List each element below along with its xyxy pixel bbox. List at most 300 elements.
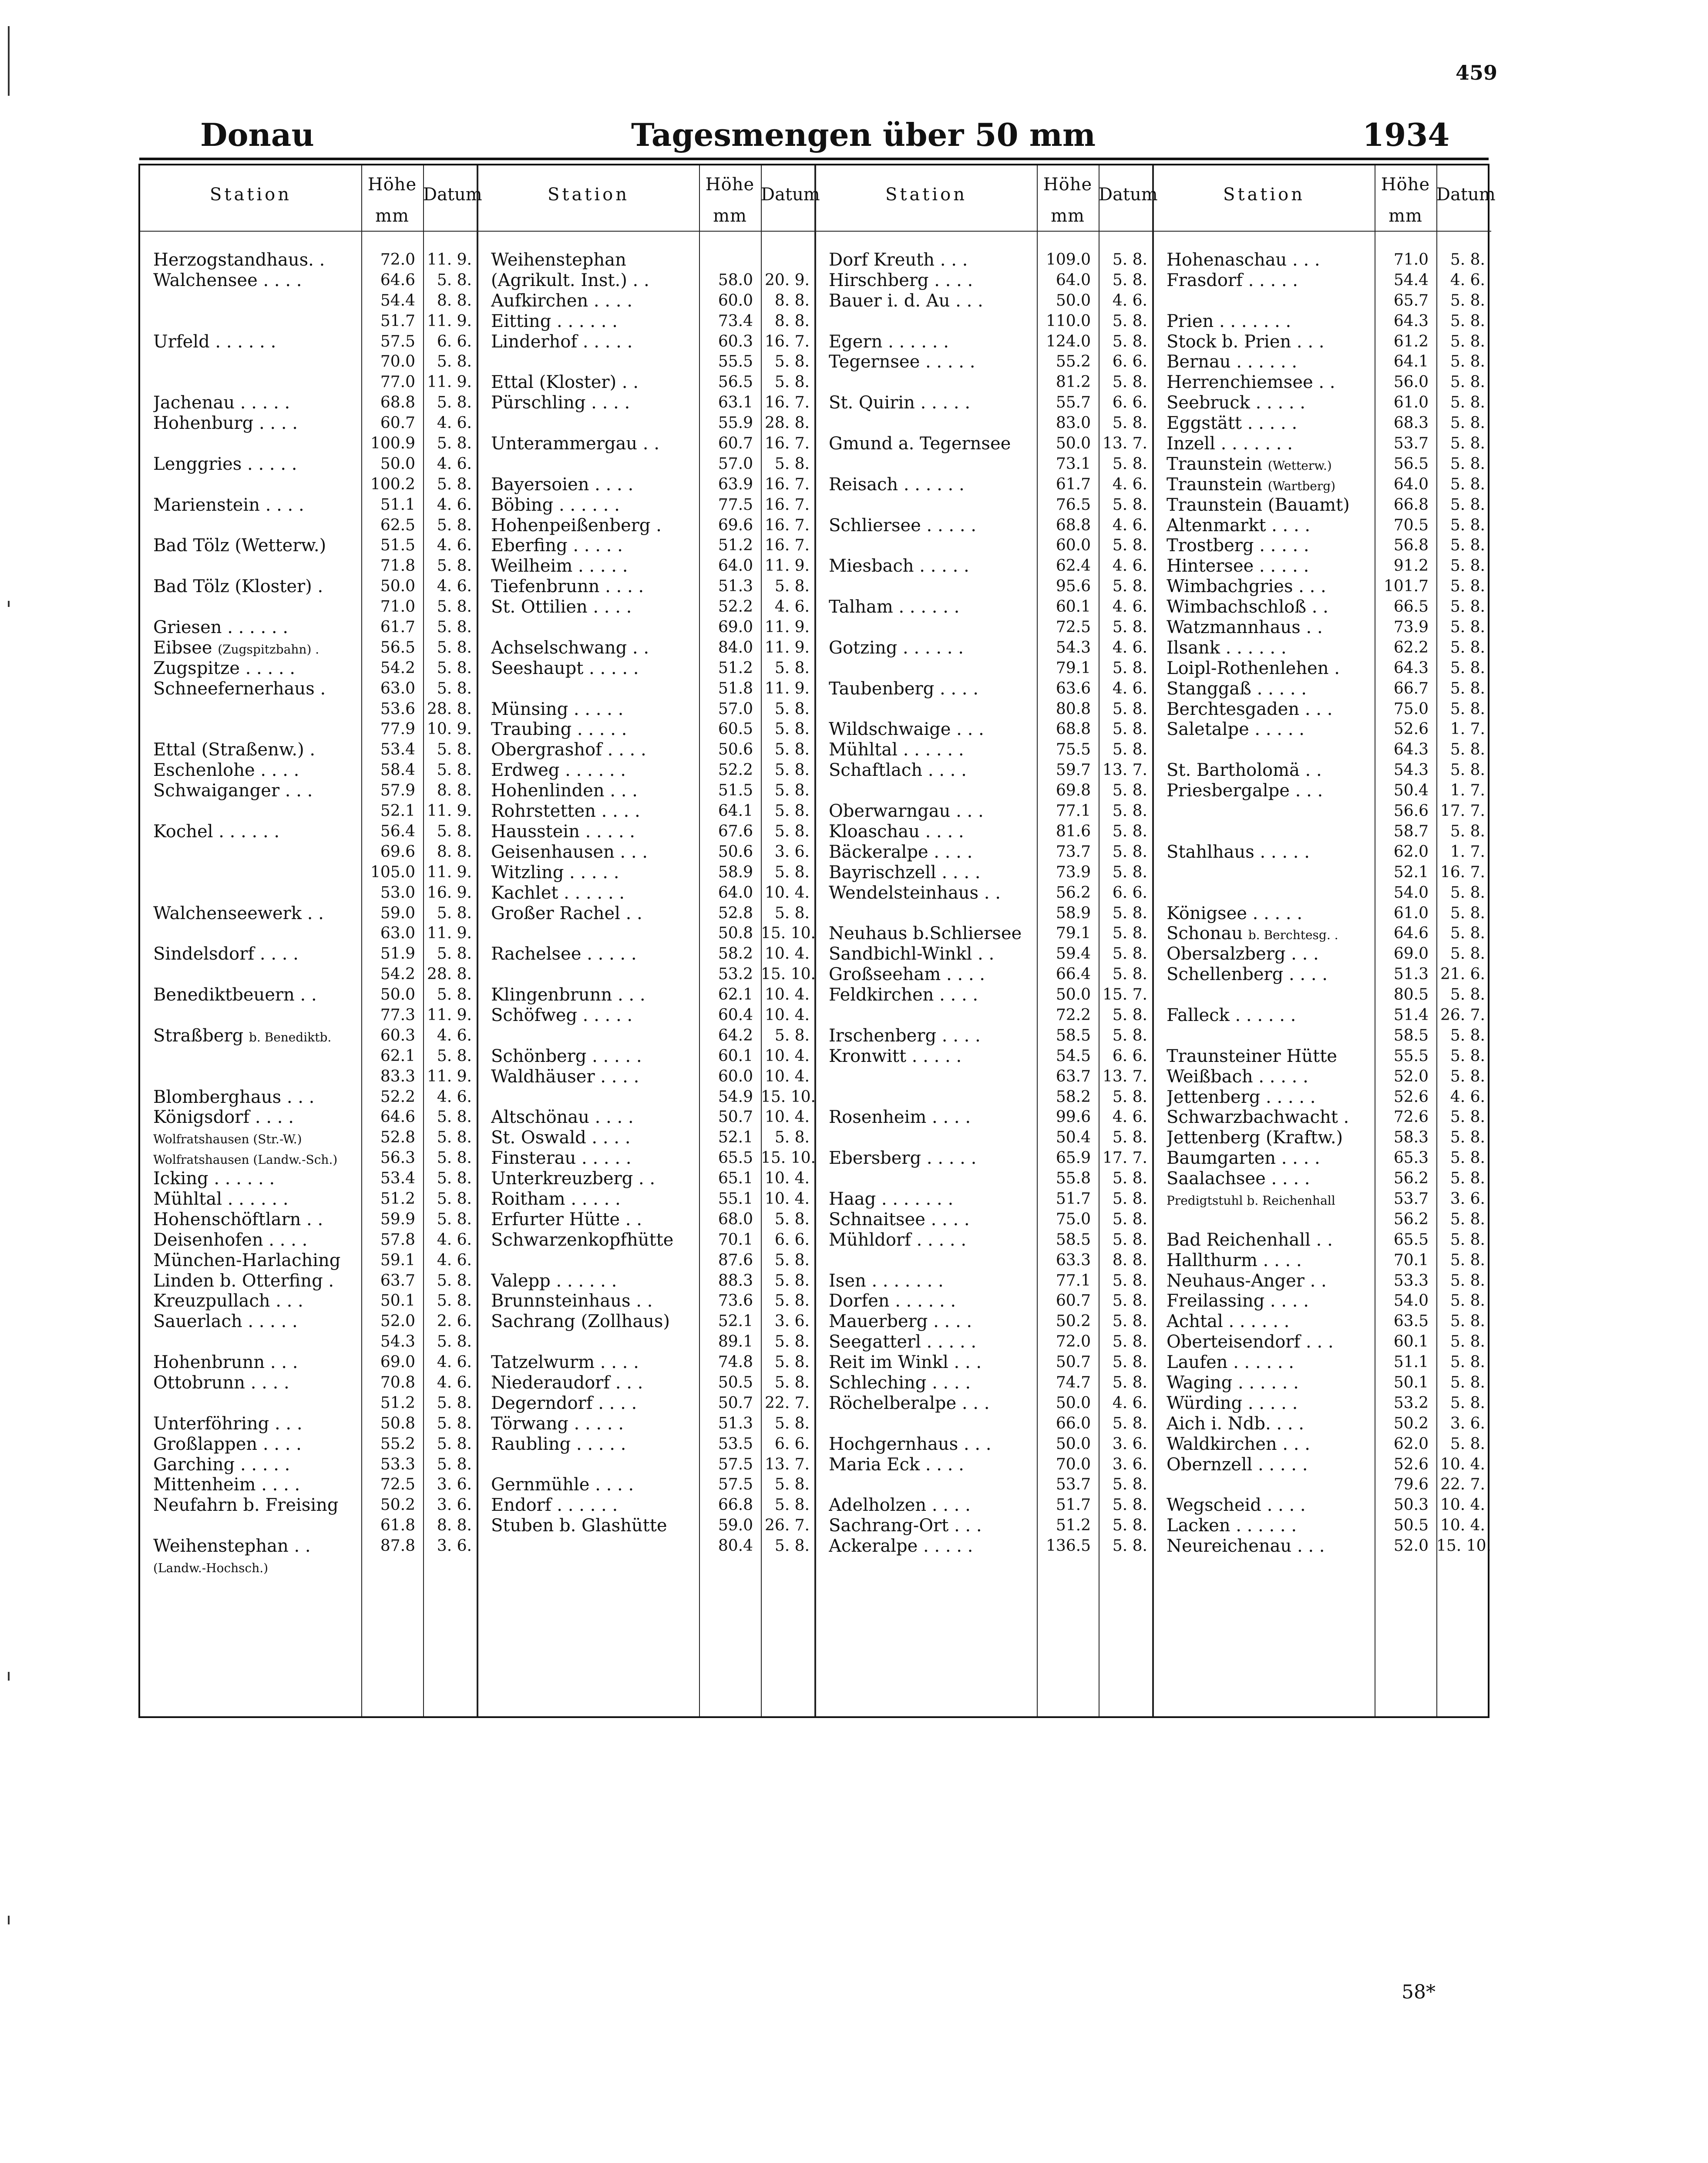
station-name-text: Prien . . . . . . . bbox=[1167, 311, 1291, 331]
station-name-text: Witzling . . . . . bbox=[491, 862, 619, 883]
header-hoehe-label: Höhe bbox=[705, 175, 755, 195]
year-label: 1934 bbox=[1362, 116, 1450, 153]
station-name bbox=[1167, 1291, 1371, 1311]
station-name-text: Lenggries . . . . . bbox=[153, 454, 297, 474]
station-name bbox=[1167, 1230, 1371, 1250]
station-name bbox=[153, 1455, 358, 1475]
station-name bbox=[491, 1067, 696, 1087]
observation-date: 5. 8. bbox=[437, 1210, 472, 1228]
precipitation-amount: 60.0 bbox=[1056, 536, 1091, 555]
precipitation-amount: 70.5 bbox=[1393, 516, 1429, 534]
station-name-text: Jettenberg (Kraftw.) bbox=[1167, 1128, 1343, 1148]
table-row bbox=[816, 1005, 1153, 1026]
table-row bbox=[816, 1373, 1153, 1393]
precipitation-amount: 70.8 bbox=[380, 1373, 415, 1391]
station-name-text: Ilsank . . . . . . bbox=[1167, 637, 1287, 658]
station-name bbox=[491, 740, 696, 760]
precipitation-amount: 51.2 bbox=[718, 659, 753, 677]
table-row bbox=[816, 1271, 1153, 1291]
station-name-text: Mittenheim . . . . bbox=[153, 1475, 300, 1495]
precipitation-amount: 55.2 bbox=[1056, 353, 1091, 371]
station-name-text: Bad Tölz (Kloster) . bbox=[153, 576, 323, 597]
table-row bbox=[816, 1210, 1153, 1230]
precipitation-amount: 74.8 bbox=[718, 1353, 753, 1371]
station-name bbox=[829, 475, 1033, 495]
observation-date: 6. 6. bbox=[1112, 394, 1147, 412]
station-name bbox=[829, 1189, 1033, 1210]
observation-date: 21. 6. bbox=[1440, 965, 1485, 984]
table-row bbox=[816, 964, 1153, 985]
precipitation-amount: 54.4 bbox=[1393, 271, 1429, 289]
station-name bbox=[1167, 1455, 1371, 1475]
observation-date: 4. 6. bbox=[437, 414, 472, 432]
station-name bbox=[491, 1414, 696, 1434]
precipitation-amount: 69.6 bbox=[718, 516, 753, 534]
table-row bbox=[140, 638, 478, 658]
precipitation-amount: 52.8 bbox=[718, 904, 753, 922]
station-name bbox=[1167, 699, 1371, 720]
observation-date: 11. 9. bbox=[764, 557, 810, 575]
observation-date: 6. 6. bbox=[1112, 353, 1147, 371]
table-row bbox=[816, 944, 1153, 964]
precipitation-amount: 136.5 bbox=[1046, 1537, 1091, 1555]
header-station: Station bbox=[209, 185, 292, 205]
precipitation-amount: 109.0 bbox=[1046, 251, 1091, 269]
table-row bbox=[140, 576, 478, 597]
station-name bbox=[491, 781, 696, 801]
observation-date: 5. 8. bbox=[1112, 1476, 1147, 1494]
table-row bbox=[1153, 1311, 1491, 1332]
table-row bbox=[816, 1230, 1153, 1250]
station-name-text: Ackeralpe . . . . . bbox=[829, 1536, 973, 1557]
precipitation-amount: 56.3 bbox=[380, 1149, 415, 1167]
precipitation-amount: 60.0 bbox=[718, 291, 753, 310]
precipitation-amount: 54.3 bbox=[380, 1333, 415, 1351]
station-rows bbox=[816, 250, 1153, 1557]
table-row bbox=[478, 822, 816, 842]
observation-date: 5. 8. bbox=[1450, 761, 1485, 779]
precipitation-amount: 50.0 bbox=[1056, 986, 1091, 1004]
precipitation-amount: 73.9 bbox=[1056, 863, 1091, 881]
table-row bbox=[1153, 332, 1491, 352]
precipitation-amount: 62.5 bbox=[380, 516, 415, 534]
observation-date: 5. 8. bbox=[774, 863, 810, 881]
precipitation-amount: 73.6 bbox=[718, 1292, 753, 1310]
table-row bbox=[140, 1210, 478, 1230]
station-name bbox=[1167, 1516, 1371, 1536]
observation-date: 5. 8. bbox=[1450, 373, 1485, 391]
precipitation-amount: 68.0 bbox=[718, 1210, 753, 1228]
precipitation-amount: 68.8 bbox=[380, 394, 415, 412]
precipitation-amount: 62.4 bbox=[1056, 557, 1091, 575]
observation-date: 8. 8. bbox=[437, 291, 472, 310]
observation-date: 5. 8. bbox=[1112, 1026, 1147, 1044]
table-row bbox=[140, 719, 478, 740]
observation-date: 5. 8. bbox=[1450, 659, 1485, 677]
station-name bbox=[829, 923, 1033, 944]
station-name-text: Finsterau . . . . . bbox=[491, 1148, 632, 1169]
station-name-text: Berchtesgaden . . . bbox=[1167, 699, 1333, 719]
table-row bbox=[478, 311, 816, 332]
station-name-text: Hohenlinden . . . bbox=[491, 781, 638, 801]
station-name bbox=[153, 576, 358, 597]
header-hoehe-unit: mm bbox=[1389, 206, 1422, 226]
observation-date: 5. 8. bbox=[774, 1496, 810, 1514]
table-row bbox=[478, 1128, 816, 1148]
table-row bbox=[1153, 515, 1491, 536]
table-row bbox=[478, 1271, 816, 1291]
table-row bbox=[816, 475, 1153, 495]
station-name-text: Stahlhaus . . . . . bbox=[1167, 842, 1310, 862]
table-row bbox=[1153, 556, 1491, 576]
precipitation-amount: 52.1 bbox=[1393, 863, 1429, 881]
precipitation-amount: 56.2 bbox=[1393, 1169, 1429, 1188]
precipitation-amount: 69.0 bbox=[1393, 945, 1429, 963]
precipitation-amount: 54.9 bbox=[718, 1088, 753, 1106]
station-name-text: Inzell . . . . . . . bbox=[1167, 434, 1293, 454]
table-row bbox=[140, 495, 478, 515]
precipitation-amount: 64.3 bbox=[1393, 659, 1429, 677]
station-column-group bbox=[140, 165, 482, 1716]
table-row bbox=[478, 923, 816, 944]
precipitation-amount: 64.2 bbox=[718, 1026, 753, 1044]
header-datum: Datum bbox=[423, 185, 482, 205]
precipitation-amount: 54.4 bbox=[380, 291, 415, 310]
precipitation-amount: 63.9 bbox=[718, 475, 753, 493]
observation-date: 5. 8. bbox=[437, 271, 472, 289]
station-name bbox=[491, 1475, 696, 1495]
station-name-text: Tiefenbrunn . . . . bbox=[491, 576, 644, 597]
station-name bbox=[829, 822, 1033, 842]
station-name bbox=[153, 1352, 358, 1373]
station-name-text: Waging . . . . . . bbox=[1167, 1372, 1299, 1393]
precipitation-amount: 57.5 bbox=[380, 332, 415, 350]
observation-date: 5. 8. bbox=[1450, 414, 1485, 432]
table-row bbox=[816, 740, 1153, 760]
station-name-qualifier: (Wetterw.) bbox=[1268, 458, 1332, 473]
precipitation-amount: 53.7 bbox=[1393, 1189, 1429, 1208]
station-name bbox=[491, 270, 696, 291]
station-name-text: Linden b. Otterfing . bbox=[153, 1270, 334, 1291]
precipitation-amount: 56.5 bbox=[380, 638, 415, 657]
station-name-text: Kochel . . . . . . bbox=[153, 821, 280, 842]
table-row bbox=[816, 617, 1153, 638]
precipitation-amount: 58.5 bbox=[1056, 1230, 1091, 1249]
station-name bbox=[829, 679, 1033, 699]
precipitation-amount: 50.8 bbox=[718, 924, 753, 943]
station-name bbox=[1167, 332, 1371, 352]
station-name-text: Zugspitze . . . . . bbox=[153, 658, 296, 678]
observation-date: 5. 8. bbox=[1450, 435, 1485, 453]
observation-date: 5. 8. bbox=[774, 1333, 810, 1351]
observation-date: 5. 8. bbox=[437, 1292, 472, 1310]
observation-date: 4. 6. bbox=[1450, 1088, 1485, 1106]
table-row bbox=[140, 1087, 478, 1108]
precipitation-amount: 59.7 bbox=[1056, 761, 1091, 779]
precipitation-amount: 65.3 bbox=[1393, 1149, 1429, 1167]
observation-date: 1. 7. bbox=[1450, 720, 1485, 738]
station-name-text: München-Harlaching bbox=[153, 1250, 341, 1270]
table-row bbox=[478, 1311, 816, 1332]
table-row bbox=[1153, 1046, 1491, 1067]
observation-date: 16. 7. bbox=[764, 394, 810, 412]
table-row bbox=[140, 250, 478, 270]
station-name-text: Feldkirchen . . . . bbox=[829, 985, 978, 1005]
precipitation-amount: 79.1 bbox=[1056, 924, 1091, 943]
table-row bbox=[1153, 903, 1491, 924]
station-name bbox=[1167, 434, 1371, 454]
station-name-text: Talham . . . . . . bbox=[829, 597, 960, 617]
table-row bbox=[478, 1475, 816, 1495]
station-name bbox=[153, 658, 358, 679]
precipitation-amount: 50.0 bbox=[1056, 435, 1091, 453]
table-row bbox=[478, 1210, 816, 1230]
station-name-text: Saalachsee . . . . bbox=[1167, 1169, 1310, 1189]
precipitation-amount: 79.1 bbox=[1056, 659, 1091, 677]
table-row bbox=[140, 1046, 478, 1067]
table-row bbox=[478, 1189, 816, 1210]
precipitation-amount: 95.6 bbox=[1056, 577, 1091, 596]
observation-date: 5. 8. bbox=[774, 904, 810, 922]
precipitation-amount: 67.6 bbox=[718, 822, 753, 840]
station-name bbox=[1167, 760, 1371, 781]
precipitation-amount: 51.3 bbox=[718, 1414, 753, 1432]
observation-date: 20. 9. bbox=[764, 271, 810, 289]
observation-date: 5. 8. bbox=[1450, 904, 1485, 922]
precipitation-amount: 61.2 bbox=[1393, 332, 1429, 350]
station-name bbox=[153, 760, 358, 781]
table-row bbox=[1153, 883, 1491, 903]
precipitation-amount: 87.8 bbox=[380, 1537, 415, 1555]
table-row bbox=[478, 1067, 816, 1087]
table-row bbox=[140, 863, 478, 883]
table-row bbox=[816, 760, 1153, 781]
table-row bbox=[140, 1005, 478, 1026]
station-name-text: Hirschberg . . . . bbox=[829, 270, 973, 290]
observation-date: 5. 8. bbox=[774, 1210, 810, 1228]
observation-date: 3. 6. bbox=[1450, 1414, 1485, 1432]
observation-date: 5. 8. bbox=[774, 1292, 810, 1310]
table-row bbox=[140, 1148, 478, 1169]
station-name bbox=[491, 1271, 696, 1291]
table-row bbox=[816, 495, 1153, 515]
table-row bbox=[140, 475, 478, 495]
observation-date: 3. 6. bbox=[1450, 1189, 1485, 1208]
table-row bbox=[1153, 475, 1491, 495]
observation-date: 28. 8. bbox=[427, 700, 472, 718]
station-name-text: Weihenstephan bbox=[491, 250, 626, 270]
precipitation-amount: 52.1 bbox=[380, 802, 415, 820]
station-rows bbox=[1153, 250, 1491, 1557]
precipitation-amount: 51.3 bbox=[1393, 965, 1429, 984]
station-name bbox=[1167, 1250, 1371, 1271]
table-row bbox=[816, 1148, 1153, 1169]
table-row bbox=[140, 1393, 478, 1414]
station-name bbox=[153, 1434, 358, 1455]
table-row bbox=[816, 903, 1153, 924]
observation-date: 5. 8. bbox=[437, 1333, 472, 1351]
station-name bbox=[829, 1148, 1033, 1169]
observation-date: 4. 6. bbox=[437, 1353, 472, 1371]
station-name bbox=[829, 863, 1033, 883]
precipitation-amount: 50.0 bbox=[380, 577, 415, 596]
observation-date: 4. 6. bbox=[437, 577, 472, 596]
table-row bbox=[1153, 801, 1491, 822]
station-name bbox=[1167, 679, 1371, 699]
station-name-text: Urfeld . . . . . . bbox=[153, 331, 276, 352]
precipitation-amount: 61.0 bbox=[1393, 394, 1429, 412]
precipitation-amount: 70.0 bbox=[1056, 1455, 1091, 1473]
precipitation-amount: 56.2 bbox=[1056, 883, 1091, 902]
table-row bbox=[140, 1189, 478, 1210]
table-row bbox=[816, 719, 1153, 740]
precipitation-amount: 58.7 bbox=[1393, 822, 1429, 840]
precipitation-amount: 55.9 bbox=[718, 414, 753, 432]
table-row bbox=[140, 1250, 478, 1271]
observation-date: 5. 8. bbox=[1450, 1169, 1485, 1188]
table-row bbox=[1153, 760, 1491, 781]
observation-date: 3. 6. bbox=[437, 1476, 472, 1494]
station-name-text: (Agrikult. Inst.) . . bbox=[491, 270, 649, 290]
station-name-text: St. Bartholomä . . bbox=[1167, 760, 1322, 781]
station-name bbox=[829, 740, 1033, 760]
table-row bbox=[816, 372, 1153, 393]
station-name bbox=[153, 1230, 358, 1250]
observation-date: 5. 8. bbox=[1450, 1435, 1485, 1453]
observation-date: 4. 6. bbox=[1112, 638, 1147, 657]
station-name-text: Oberwarngau . . . bbox=[829, 801, 984, 822]
station-name bbox=[1167, 1434, 1371, 1455]
table-row bbox=[1153, 536, 1491, 556]
precipitation-amount: 51.7 bbox=[380, 312, 415, 330]
station-name-text: Isen . . . . . . . bbox=[829, 1270, 944, 1291]
table-row bbox=[816, 515, 1153, 536]
station-name-qualifier: b. Berchtesg. . bbox=[1248, 928, 1338, 943]
table-row bbox=[140, 822, 478, 842]
table-row bbox=[1153, 1414, 1491, 1434]
observation-date: 5. 8. bbox=[437, 475, 472, 493]
precipitation-amount: 71.8 bbox=[380, 557, 415, 575]
precipitation-amount: 63.5 bbox=[1393, 1312, 1429, 1331]
station-name-text: Unterföhring . . . bbox=[153, 1413, 303, 1434]
table-row bbox=[478, 781, 816, 801]
station-name-text: Altenmarkt . . . . bbox=[1167, 515, 1311, 536]
table-row bbox=[478, 515, 816, 536]
station-name-text: Marienstein . . . . bbox=[153, 495, 304, 515]
station-name bbox=[491, 719, 696, 740]
station-name bbox=[1167, 944, 1371, 964]
precipitation-table bbox=[138, 164, 1496, 1718]
observation-date: 5. 8. bbox=[1112, 720, 1147, 738]
table-row bbox=[478, 536, 816, 556]
precipitation-amount: 55.1 bbox=[718, 1189, 753, 1208]
precipitation-amount: 52.0 bbox=[1393, 1067, 1429, 1085]
table-row bbox=[816, 1414, 1153, 1434]
table-row bbox=[816, 1311, 1153, 1332]
table-row bbox=[1153, 1067, 1491, 1087]
table-row bbox=[478, 1455, 816, 1475]
station-name-text: Neureichenau . . . bbox=[1167, 1536, 1325, 1557]
table-row bbox=[1153, 1393, 1491, 1414]
precipitation-amount: 77.9 bbox=[380, 720, 415, 738]
station-name-text: Eitting . . . . . . bbox=[491, 311, 618, 331]
table-row bbox=[1153, 1210, 1491, 1230]
observation-date: 5. 8. bbox=[1112, 373, 1147, 391]
observation-date: 5. 8. bbox=[1450, 700, 1485, 718]
precipitation-amount: 58.5 bbox=[1393, 1026, 1429, 1044]
table-row bbox=[478, 1536, 816, 1557]
precipitation-amount: 65.5 bbox=[1393, 1230, 1429, 1249]
station-name bbox=[153, 1087, 358, 1108]
station-name bbox=[1167, 1373, 1371, 1393]
station-name bbox=[491, 475, 696, 495]
precipitation-amount: 83.3 bbox=[380, 1067, 415, 1085]
station-name bbox=[153, 740, 358, 760]
observation-date: 5. 8. bbox=[1450, 883, 1485, 902]
table-row bbox=[478, 372, 816, 393]
observation-date: 5. 8. bbox=[774, 373, 810, 391]
station-name-text: Stuben b. Glashütte bbox=[491, 1516, 667, 1536]
table-row bbox=[1153, 1352, 1491, 1373]
station-name bbox=[829, 964, 1033, 985]
station-name-text: Altschönau . . . . bbox=[491, 1107, 634, 1128]
station-name-text: Rachelsee . . . . . bbox=[491, 944, 637, 964]
precipitation-amount: 52.2 bbox=[718, 761, 753, 779]
table-row bbox=[816, 250, 1153, 270]
station-name-text: Ottobrunn . . . . bbox=[153, 1372, 289, 1393]
observation-date: 10. 4. bbox=[764, 1108, 810, 1126]
table-row bbox=[478, 434, 816, 454]
table-row bbox=[816, 1455, 1153, 1475]
station-name-text: Erdweg . . . . . . bbox=[491, 760, 626, 781]
observation-date: 4. 6. bbox=[437, 1088, 472, 1106]
station-name bbox=[491, 250, 696, 270]
station-name-qualifier: (Wartberg) bbox=[1268, 478, 1336, 493]
station-name bbox=[491, 638, 696, 658]
observation-date: 28. 8. bbox=[764, 414, 810, 432]
station-name bbox=[1167, 658, 1371, 679]
observation-date: 5. 8. bbox=[1450, 1210, 1485, 1228]
observation-date: 5. 8. bbox=[1450, 516, 1485, 534]
table-row bbox=[816, 1495, 1153, 1516]
observation-date: 5. 8. bbox=[774, 1537, 810, 1555]
table-row bbox=[478, 760, 816, 781]
station-name-text: Obergrashof . . . . bbox=[491, 740, 646, 760]
precipitation-amount: 57.0 bbox=[718, 700, 753, 718]
table-row bbox=[1153, 1189, 1491, 1210]
station-name bbox=[491, 1189, 696, 1210]
precipitation-amount: 56.0 bbox=[1393, 373, 1429, 391]
station-name bbox=[829, 1373, 1033, 1393]
station-name-text: Mühldorf . . . . . bbox=[829, 1230, 967, 1250]
table-row bbox=[478, 638, 816, 658]
station-name-text: Saletalpe . . . . . bbox=[1167, 719, 1305, 740]
table-row bbox=[1153, 740, 1491, 760]
observation-date: 8. 8. bbox=[437, 782, 472, 800]
table-row bbox=[140, 1311, 478, 1332]
precipitation-amount: 53.3 bbox=[1393, 1271, 1429, 1290]
precipitation-amount: 50.4 bbox=[1056, 1129, 1091, 1147]
station-name bbox=[153, 1475, 358, 1495]
station-name-text: Wildschwaige . . . bbox=[829, 719, 984, 740]
observation-date: 11. 9. bbox=[427, 863, 472, 881]
table-row bbox=[816, 393, 1153, 413]
station-name-text: Bad Reichenhall . . bbox=[1167, 1230, 1333, 1250]
precipitation-amount: 50.6 bbox=[718, 741, 753, 759]
table-row bbox=[816, 1291, 1153, 1311]
table-row bbox=[478, 679, 816, 699]
table-row bbox=[478, 250, 816, 270]
